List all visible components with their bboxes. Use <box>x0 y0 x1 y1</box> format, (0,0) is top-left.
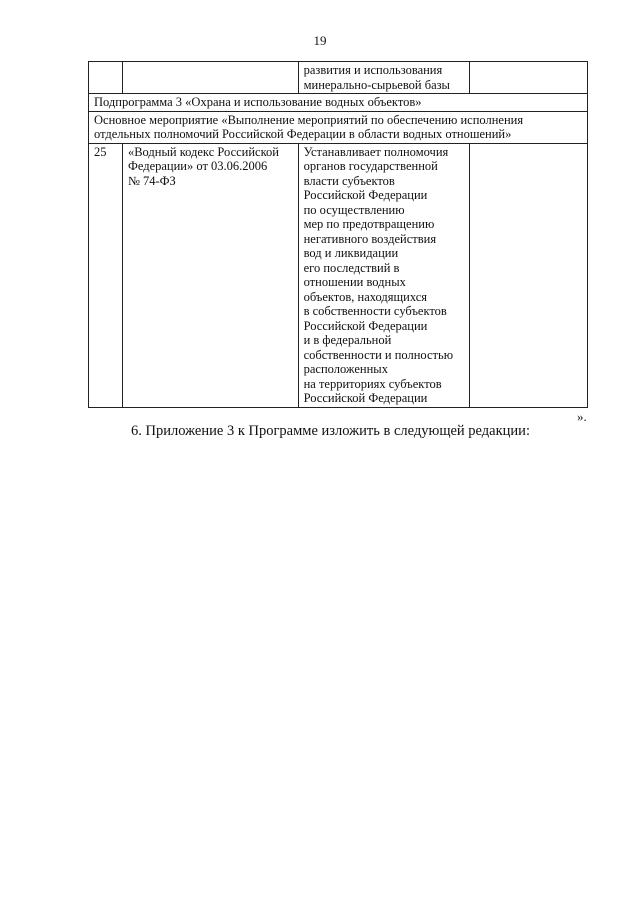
cell-note <box>470 62 588 94</box>
table-row-main-activity <box>89 111 588 143</box>
closing-quote: ». <box>577 409 587 424</box>
table-row-25 <box>89 143 588 407</box>
cell-content: развития и использования минерально-сырьевой базы <box>298 62 470 94</box>
cell-document <box>122 62 298 94</box>
instruction-paragraph: 6. Приложение 3 к Программе изложить в следующей редакции: <box>131 423 530 439</box>
main-activity-heading: Основное мероприятие «Выполнение мероприятий по обеспечению исполнения отдельных полномочий Российской Федерации в области водных отношений» <box>89 111 588 143</box>
table-row-continuation <box>89 62 588 94</box>
cell-number <box>89 62 123 94</box>
cell-content: Устанавливает полномочия органов государственной власти субъектов Российской Федерации по осуществлению мер по предотвращению негативного воздействия вод и ликвидации его последствий в отношении водных объектов, находящихся в собственности субъектов Российской Федерации и в федеральной собственности и полностью расположенных на территориях субъектов Российской Федерации <box>298 143 470 407</box>
cell-document: «Водный кодекс Российской Федерации» от 03.06.2006 № 74-ФЗ <box>122 143 298 407</box>
subprogram-heading: Подпрограмма 3 «Охрана и использование водных объектов» <box>89 94 588 112</box>
page-number: 19 <box>313 33 327 48</box>
document-table <box>88 61 588 408</box>
cell-number: 25 <box>89 143 123 407</box>
cell-note <box>470 143 588 407</box>
table-row-subprogram <box>89 94 588 112</box>
